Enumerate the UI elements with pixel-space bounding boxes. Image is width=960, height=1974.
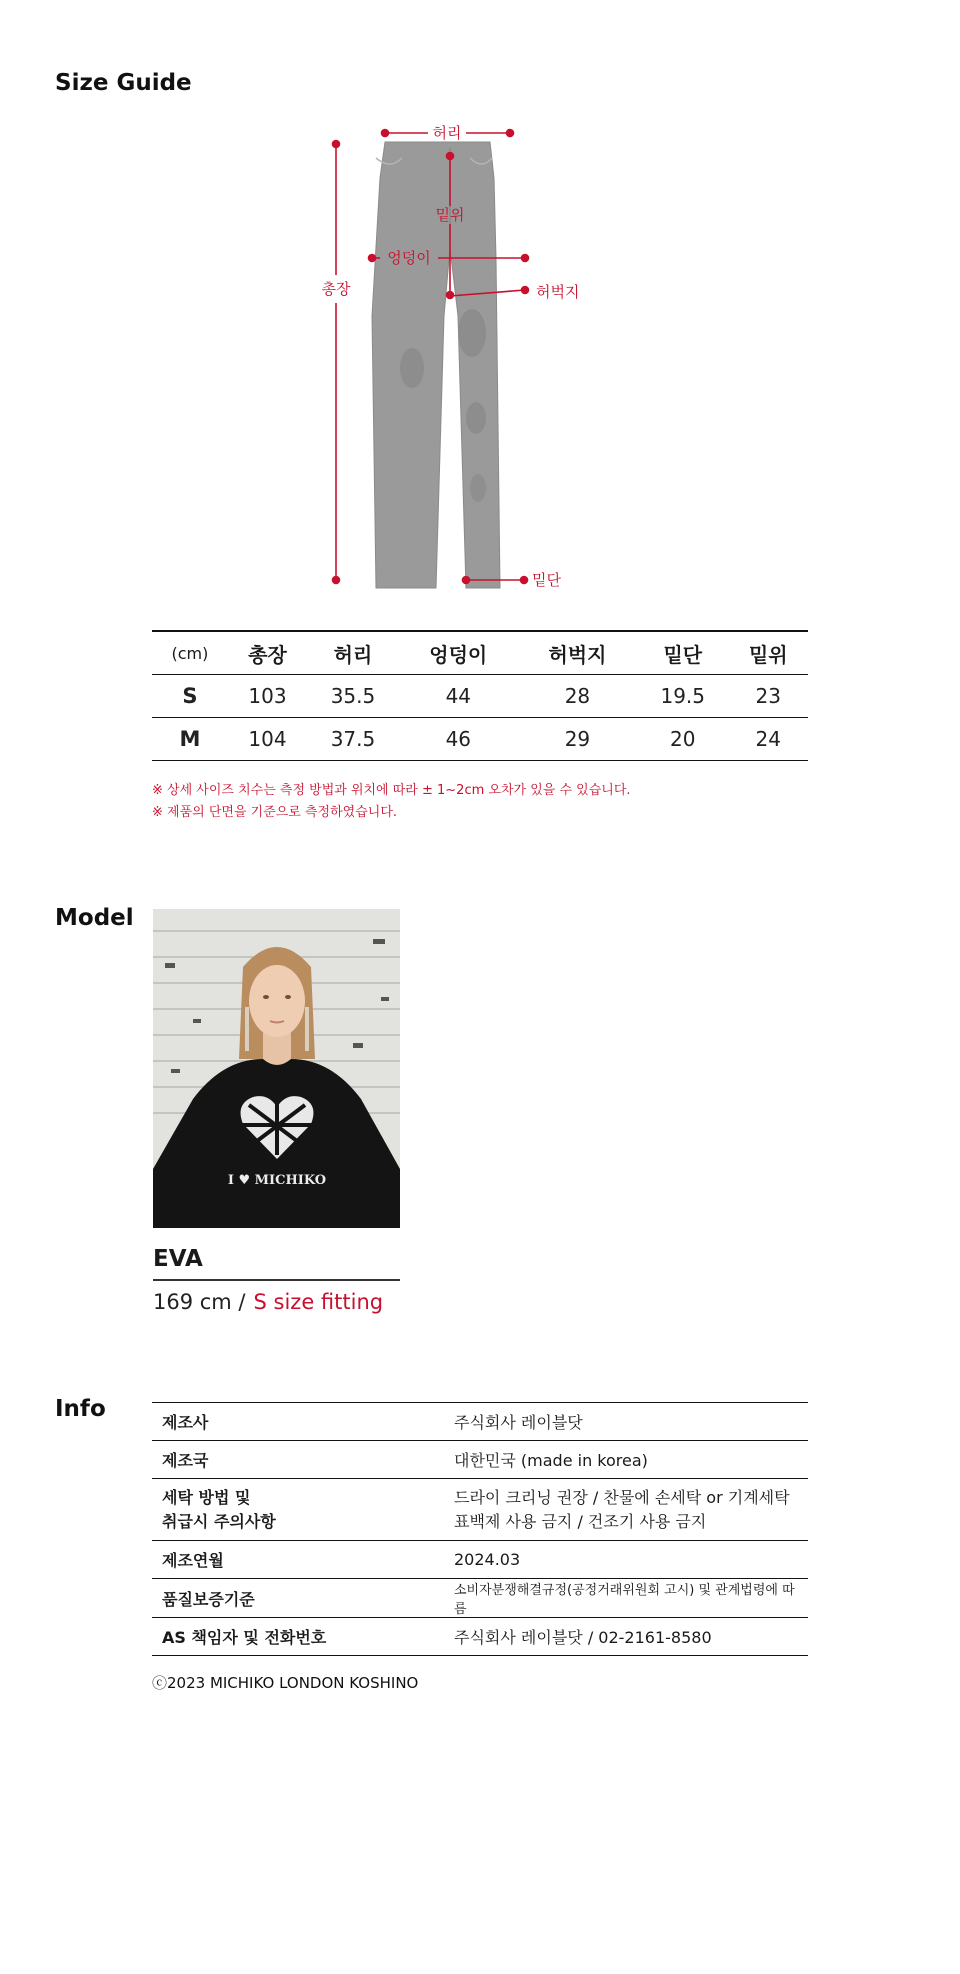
info-value-line: 드라이 크리닝 권장 / 찬물에 손세탁 or 기계세탁 <box>454 1487 790 1507</box>
info-label: 품질보증기준 <box>162 1589 255 1609</box>
info-title: Info <box>55 1396 106 1422</box>
size-cell: M <box>179 727 201 751</box>
model-title: Model <box>55 905 134 931</box>
info-label: 제조사 <box>162 1413 209 1432</box>
size-diagram <box>300 118 660 608</box>
total-length-label: 총장 <box>321 280 351 298</box>
thigh-label: 허벅지 <box>536 283 580 301</box>
header-hip: 엉덩이 <box>429 642 488 667</box>
value-cell: 104 <box>248 727 287 751</box>
info-row <box>152 1618 808 1656</box>
info-value: 주식회사 레이블닷 <box>454 1413 583 1432</box>
info-value: 소비자분쟁해결규정(공정거래위원회 고시) 및 관계법령에 따름 <box>454 1583 795 1617</box>
shirt-print-text: I ♥ MICHIKO <box>227 1173 327 1188</box>
info-row <box>152 1579 808 1618</box>
model-fit-info <box>153 1290 383 1314</box>
info-label-line: 취급시 주의사항 <box>162 1511 276 1531</box>
size-notes <box>152 780 631 824</box>
value-cell: 29 <box>564 727 591 751</box>
header-thigh: 허벅지 <box>548 642 607 667</box>
model-divider <box>153 1279 400 1281</box>
info-row <box>152 1403 808 1441</box>
info-value: 대한민국 (made in korea) <box>454 1451 648 1470</box>
header-waist: 허리 <box>333 642 373 667</box>
hem-label: 밑단 <box>532 571 561 589</box>
info-label: AS 책임자 및 전화번호 <box>162 1628 327 1647</box>
header-hem: 밑단 <box>663 642 703 667</box>
value-cell: 20 <box>670 727 696 751</box>
size-table-header <box>152 631 808 675</box>
value-cell: 46 <box>445 727 472 751</box>
info-label <box>152 1479 444 1541</box>
value-cell: 103 <box>248 684 287 708</box>
size-table <box>152 630 808 761</box>
value-cell: 19.5 <box>660 684 706 708</box>
value-cell: 24 <box>755 727 781 751</box>
model-height: 169 cm / <box>153 1290 246 1314</box>
header-rise: 밑위 <box>748 642 788 667</box>
table-row <box>152 675 808 718</box>
header-unit: (cm) <box>171 643 209 663</box>
info-row <box>152 1479 808 1541</box>
model-fitting: S size fitting <box>253 1290 384 1314</box>
copyright: ⓒ2023 MICHIKO LONDON KOSHINO <box>152 1674 419 1692</box>
size-note: ※ 상세 사이즈 치수는 측정 방법과 위치에 따라 ± 1~2cm 오차가 있을 수 있습니다. <box>152 783 631 798</box>
value-cell: 23 <box>755 684 781 708</box>
table-row <box>152 718 808 761</box>
info-value <box>444 1479 808 1541</box>
info-label-line: 세탁 방법 및 <box>162 1487 251 1507</box>
size-note: ※ 제품의 단면을 기준으로 측정하였습니다. <box>152 805 398 820</box>
info-value-line: 표백제 사용 금지 / 건조기 사용 금지 <box>454 1511 707 1531</box>
info-value: 2024.03 <box>454 1550 521 1569</box>
header-total-length: 총장 <box>248 642 287 667</box>
info-row <box>152 1441 808 1479</box>
value-cell: 37.5 <box>330 727 376 751</box>
size-guide-title: Size Guide <box>55 70 192 96</box>
info-row <box>152 1541 808 1579</box>
info-label: 제조연월 <box>162 1551 224 1570</box>
hip-label: 엉덩이 <box>387 249 431 267</box>
model-name: EVA <box>153 1246 203 1272</box>
model-photo <box>153 909 400 1228</box>
value-cell: 44 <box>445 684 472 708</box>
value-cell: 28 <box>564 684 591 708</box>
size-cell: S <box>182 684 198 708</box>
waist-label: 허리 <box>432 124 462 142</box>
info-label: 제조국 <box>162 1451 209 1470</box>
info-value: 주식회사 레이블닷 / 02-2161-8580 <box>454 1628 712 1647</box>
value-cell: 35.5 <box>330 684 376 708</box>
rise-label: 밑위 <box>435 206 465 224</box>
info-table <box>152 1402 808 1656</box>
